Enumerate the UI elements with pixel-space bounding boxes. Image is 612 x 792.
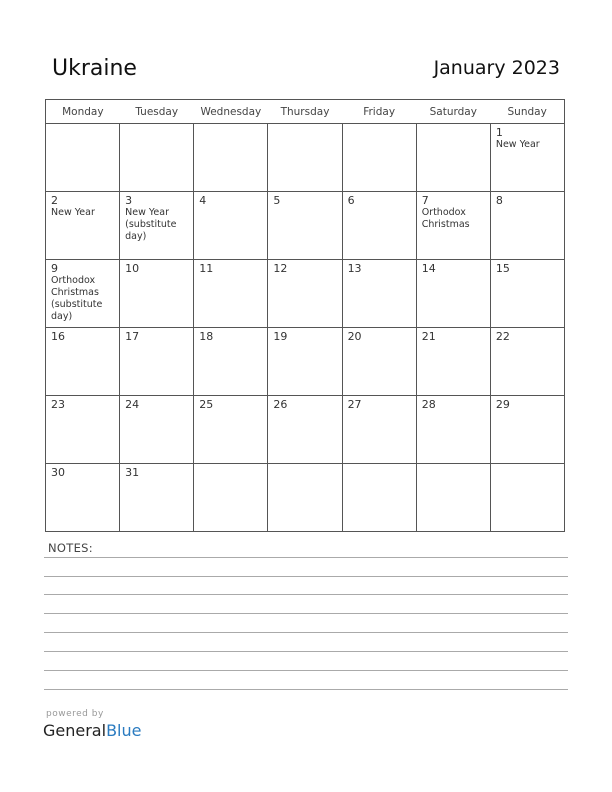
day-cell[interactable] — [416, 464, 490, 532]
week-row — [46, 260, 565, 328]
day-number: 4 — [199, 194, 207, 207]
weekday-tuesday: Tuesday — [120, 100, 194, 124]
day-number: 26 — [273, 398, 288, 411]
day-cell[interactable] — [490, 328, 564, 396]
day-number: 6 — [347, 194, 355, 207]
notes-line — [44, 557, 568, 558]
day-number: 12 — [273, 262, 288, 275]
day-cell[interactable] — [490, 396, 564, 464]
holiday-label: Orthodox — [51, 275, 96, 286]
holiday-label: day) — [125, 231, 147, 242]
week-row — [46, 464, 565, 532]
notes-line — [44, 670, 568, 671]
day-number: 14 — [421, 262, 436, 275]
day-cell[interactable] — [268, 260, 342, 328]
day-number: 21 — [421, 330, 436, 343]
notes-line — [44, 613, 568, 614]
day-cell[interactable] — [490, 192, 564, 260]
day-number: 23 — [51, 398, 65, 411]
day-number: 7 — [421, 194, 429, 207]
holiday-label: New Year — [51, 207, 95, 218]
powered-by-text: powered by — [46, 709, 104, 719]
day-number: 19 — [273, 330, 288, 343]
weekday-friday: Friday — [342, 100, 416, 124]
week-row — [46, 328, 565, 396]
day-number: 20 — [347, 330, 362, 343]
day-cell[interactable] — [416, 396, 490, 464]
day-number: 9 — [51, 262, 58, 275]
day-cell[interactable] — [120, 260, 194, 328]
day-cell[interactable] — [268, 396, 342, 464]
weekday-monday: Monday — [46, 100, 120, 124]
day-number: 11 — [199, 262, 214, 275]
day-number: 8 — [495, 194, 503, 207]
day-number: 31 — [125, 466, 140, 479]
day-number: 16 — [51, 330, 65, 343]
holiday-label: Orthodox — [421, 207, 466, 218]
day-number: 2 — [51, 194, 58, 207]
day-cell[interactable] — [120, 124, 194, 192]
day-cell[interactable] — [268, 464, 342, 532]
day-cell[interactable] — [194, 260, 268, 328]
week-row — [46, 124, 565, 192]
day-cell[interactable] — [342, 260, 416, 328]
day-cell[interactable] — [46, 192, 120, 260]
holiday-label: New Year — [125, 207, 169, 218]
month-title: January 2023 — [433, 57, 560, 79]
day-cell[interactable] — [268, 328, 342, 396]
day-cell[interactable] — [490, 464, 564, 532]
day-cell[interactable] — [46, 260, 120, 328]
day-cell[interactable] — [342, 192, 416, 260]
day-cell[interactable] — [416, 260, 490, 328]
day-cell[interactable] — [342, 464, 416, 532]
day-cell[interactable] — [342, 328, 416, 396]
brand-blue: Blue — [106, 721, 142, 740]
day-cell[interactable] — [194, 464, 268, 532]
holiday-label: Christmas — [421, 219, 470, 230]
country-title: Ukraine — [52, 56, 137, 81]
day-cell[interactable] — [46, 328, 120, 396]
day-cell[interactable] — [194, 396, 268, 464]
holiday-label: (substitute — [125, 219, 177, 230]
day-cell[interactable] — [194, 124, 268, 192]
weekday-thursday: Thursday — [268, 100, 342, 124]
notes-line — [44, 651, 568, 652]
day-cell[interactable] — [46, 124, 120, 192]
day-cell[interactable] — [268, 192, 342, 260]
day-number: 25 — [199, 398, 214, 411]
day-number: 28 — [421, 398, 436, 411]
day-cell[interactable] — [268, 124, 342, 192]
week-row — [46, 192, 565, 260]
day-number: 30 — [51, 466, 65, 479]
day-cell[interactable] — [194, 192, 268, 260]
weekday-saturday: Saturday — [416, 100, 490, 124]
brand-logo[interactable] — [43, 721, 141, 740]
day-number: 15 — [495, 262, 510, 275]
day-cell[interactable] — [342, 124, 416, 192]
day-number: 10 — [125, 262, 140, 275]
weekday-sunday: Sunday — [490, 100, 564, 124]
day-number: 24 — [125, 398, 140, 411]
day-number: 13 — [347, 262, 362, 275]
day-number: 1 — [495, 126, 503, 139]
calendar-grid — [45, 99, 565, 532]
day-number: 22 — [495, 330, 510, 343]
day-cell[interactable] — [46, 464, 120, 532]
day-cell[interactable] — [490, 260, 564, 328]
week-row — [46, 396, 565, 464]
holiday-label: New Year — [495, 139, 540, 150]
holiday-label: (substitute — [51, 299, 103, 310]
day-cell[interactable] — [120, 396, 194, 464]
notes-label: NOTES: — [48, 541, 93, 555]
notes-line — [44, 632, 568, 633]
day-cell[interactable] — [416, 192, 490, 260]
brand-general: General — [43, 721, 107, 740]
day-cell[interactable] — [342, 396, 416, 464]
day-cell[interactable] — [120, 328, 194, 396]
holiday-label: Christmas — [51, 287, 99, 298]
day-number: 18 — [199, 330, 214, 343]
day-number: 27 — [347, 398, 362, 411]
day-cell[interactable] — [120, 192, 194, 260]
day-cell[interactable] — [120, 464, 194, 532]
day-cell[interactable] — [46, 396, 120, 464]
holiday-label: day) — [51, 311, 73, 322]
day-cell[interactable] — [194, 328, 268, 396]
day-number: 29 — [495, 398, 510, 411]
weekday-wednesday: Wednesday — [194, 100, 268, 124]
weekday-header-row — [46, 100, 565, 124]
notes-line — [44, 594, 568, 595]
day-number: 5 — [273, 194, 281, 207]
day-cell[interactable] — [490, 124, 564, 192]
day-number: 17 — [125, 330, 140, 343]
notes-line — [44, 689, 568, 690]
day-number: 3 — [125, 194, 133, 207]
day-cell[interactable] — [416, 124, 490, 192]
day-cell[interactable] — [416, 328, 490, 396]
notes-line — [44, 576, 568, 577]
